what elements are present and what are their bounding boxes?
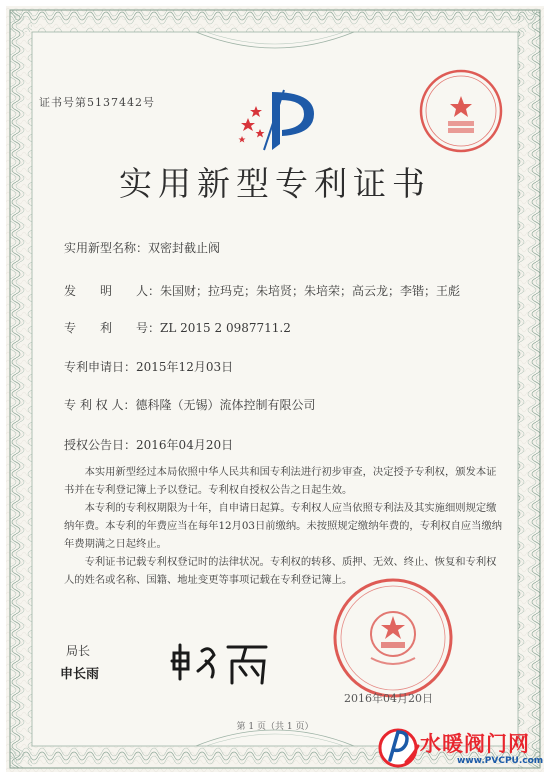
field-patentee [64, 396, 315, 413]
field-value: 朱国财；拉玛克；朱培贤；朱培荣；高云龙；李锴；王彪 [160, 284, 461, 298]
certificate-sheet [6, 6, 544, 772]
field-patent-number [64, 319, 291, 336]
certificate-title: 实用新型专利证书 [119, 164, 431, 203]
field-inventors [64, 282, 460, 299]
field-label: 专 利 权 人： [64, 398, 136, 412]
field-application-date [64, 358, 233, 375]
signature-icon [166, 631, 276, 689]
field-value: 双密封截止阀 [148, 241, 221, 255]
watermark-brand: 水暖阀门网 [420, 732, 530, 756]
field-utility-model-name [64, 239, 220, 256]
field-grant-date [64, 436, 233, 453]
agency-stamp-icon [416, 66, 506, 156]
chief-name: 申长雨 [60, 667, 100, 682]
field-label: 发 明 人： [64, 284, 161, 298]
body-paragraph: 本专利的专利权期限为十年，自申请日起算。专利权人应当依照专利法及其实施细则规定缴纳年费。本专利的年费应当在每年12月03日前缴纳。未按照规定缴纳年费的，专利权自应当缴纳年费期满之日起终止。 [64, 502, 503, 550]
field-value: ZL 2015 2 0987711.2 [160, 321, 291, 335]
chief-title: 局长 [66, 644, 91, 658]
field-label: 授权公告日： [64, 438, 137, 452]
body-paragraph: 本实用新型经过本局依照中华人民共和国专利法进行初步审查，决定授予专利权，颁发本证书并在专利登记簿上予以登记。专利权自授权公告之日起生效。 [64, 466, 497, 496]
certificate-number: 证书号第5137442号 [39, 96, 155, 109]
body-paragraph: 专利证书记载专利权登记时的法律状况。专利权的转移、质押、无效、终止、恢复和专利权人的姓名或名称、国籍、地址变更等事项记载在专利登记簿上。 [64, 556, 497, 586]
field-value: 2016年04月20日 [136, 438, 234, 452]
page-footer: 第 1 页（共 1 页） [236, 722, 314, 732]
certificate-body [64, 463, 504, 589]
watermark-url: www.PVCPU.com [457, 756, 544, 766]
field-value: 德科隆（无锡）流体控制有限公司 [135, 398, 316, 412]
field-label: 专 利 号： [64, 321, 161, 335]
official-seal-icon [331, 576, 455, 700]
patent-office-logo-icon [234, 84, 326, 156]
field-label: 实用新型名称： [64, 241, 149, 255]
field-label: 专利申请日： [64, 360, 137, 374]
field-value: 2015年12月03日 [136, 360, 234, 374]
seal-date: 2016年04月20日 [344, 692, 433, 705]
